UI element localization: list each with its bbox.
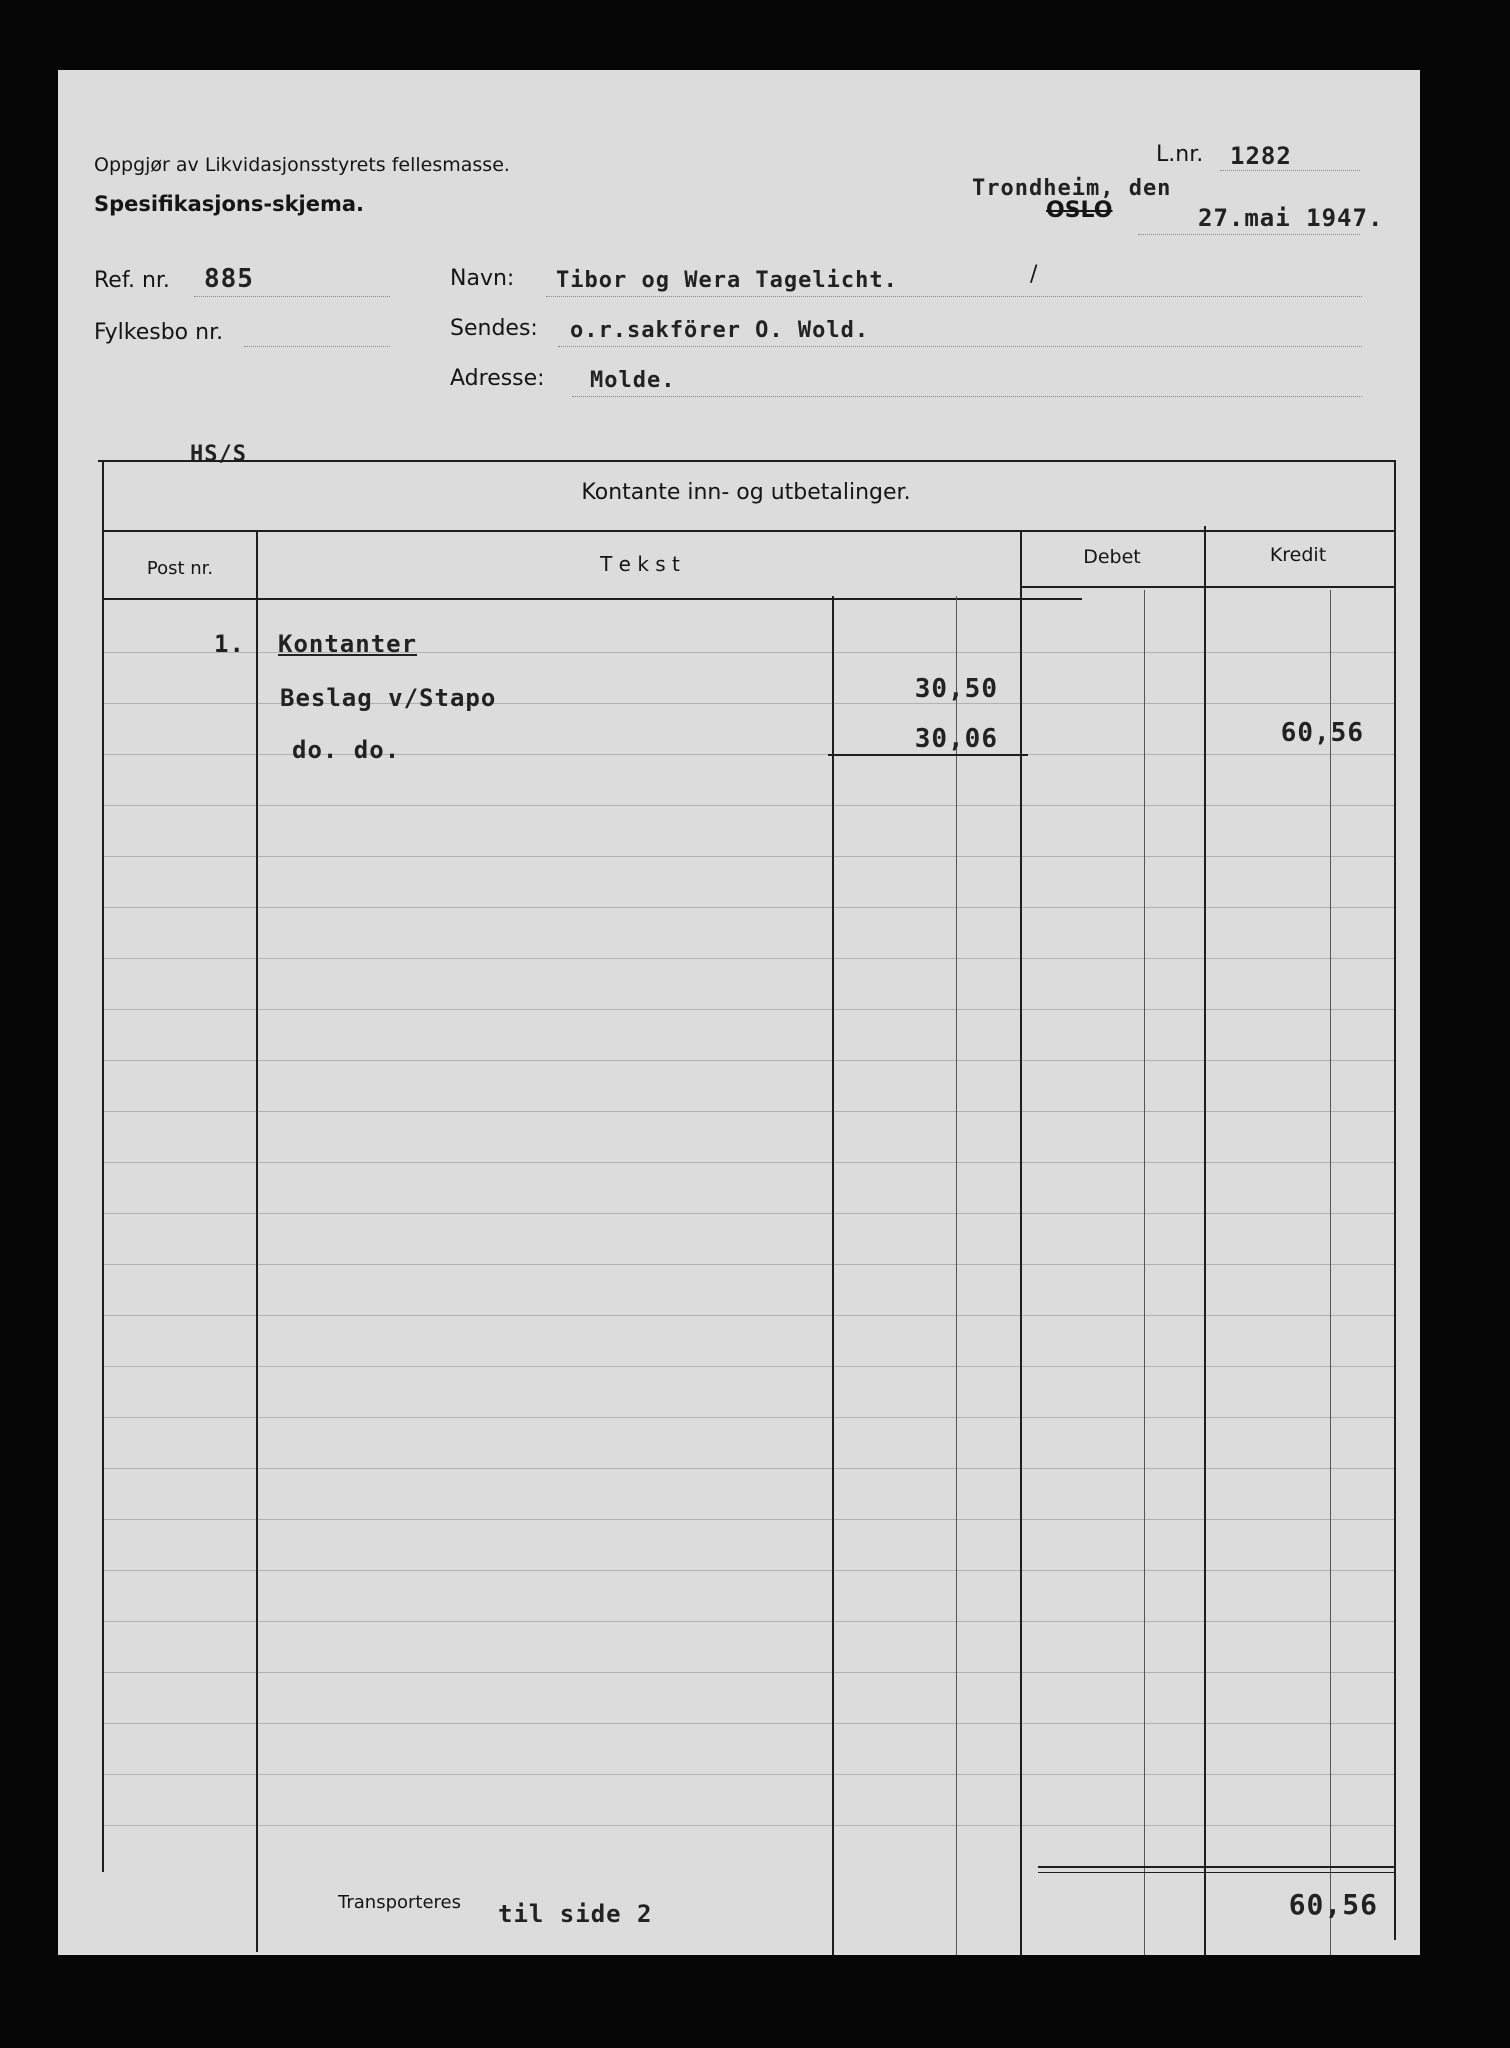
- table-right-border: [1394, 460, 1396, 1940]
- ruled-line: [104, 1468, 1394, 1469]
- place-typed: Trondheim, den: [972, 176, 1172, 201]
- ruled-line: [104, 1417, 1394, 1418]
- post-tekst-divider: [256, 532, 258, 1952]
- ref-label: Ref. nr.: [94, 268, 170, 293]
- amount-left-divider: [832, 596, 834, 1955]
- ruled-line: [104, 1723, 1394, 1724]
- sendes-label: Sendes:: [450, 316, 538, 341]
- kredit-total: 60,56: [1288, 1888, 1378, 1921]
- ruled-line: [104, 1366, 1394, 1367]
- ruled-line: [104, 1111, 1394, 1112]
- lnr-value: 1282: [1230, 142, 1292, 170]
- ruled-line: [104, 805, 1394, 806]
- navn-value: Tibor og Wera Tagelicht.: [556, 268, 898, 293]
- table-caption: Kontante inn- og utbetalinger.: [581, 480, 911, 505]
- ruled-line: [104, 1264, 1394, 1265]
- entry-amount-3: 30,06: [914, 724, 998, 754]
- sendes-line: [558, 346, 1362, 347]
- entry-text-2: Beslag v/Stapo: [280, 684, 497, 712]
- ruled-line: [104, 1009, 1394, 1010]
- date-value: 27.mai 1947.: [1198, 204, 1384, 232]
- fylkesbo-label: Fylkesbo nr.: [94, 320, 224, 345]
- kredit-cents-divider: [1330, 590, 1331, 1955]
- table-left-border: [102, 462, 104, 1872]
- entry-text-3: do. do.: [292, 736, 401, 764]
- ruled-line: [104, 1315, 1394, 1316]
- entry-post-1: 1.: [214, 630, 245, 658]
- header-bottom-border-left: [104, 598, 1082, 600]
- adresse-value: Molde.: [590, 368, 676, 393]
- entry-kredit-3: 60,56: [1280, 718, 1364, 748]
- entry-amount-2: 30,50: [914, 674, 998, 704]
- ruled-line: [104, 1774, 1394, 1775]
- org-line: Oppgjør av Likvidasjonsstyrets fellesmasse.: [94, 154, 510, 176]
- adresse-line: [572, 396, 1362, 397]
- ruled-line: [104, 856, 1394, 857]
- navn-mark: /: [1030, 262, 1038, 287]
- ruled-line: [104, 1570, 1394, 1571]
- header-bottom-border-right: [1020, 586, 1394, 588]
- col-header-kredit: Kredit: [1269, 544, 1327, 566]
- ruled-line: [104, 1672, 1394, 1673]
- ref-line: [194, 296, 390, 297]
- col-header-post: Post nr.: [146, 558, 214, 579]
- footer-total-rule: [1038, 1866, 1396, 1868]
- ruled-line: [104, 1621, 1394, 1622]
- ruled-line: [104, 907, 1394, 908]
- transport-value: til side 2: [498, 1900, 653, 1928]
- ruled-line: [104, 1162, 1394, 1163]
- ruled-line: [104, 1213, 1394, 1214]
- navn-label: Navn:: [450, 266, 515, 291]
- debet-kredit-divider: [1204, 526, 1206, 1955]
- date-line: [1138, 234, 1360, 235]
- adresse-label: Adresse:: [450, 366, 545, 391]
- col-header-tekst: T e k s t: [600, 552, 680, 576]
- form-title: Spesifikasjons-skjema.: [94, 192, 365, 216]
- transport-label: Transporteres: [338, 1892, 461, 1913]
- ruled-line: [104, 1060, 1394, 1061]
- sendes-value: o.r.sakförer O. Wold.: [570, 318, 870, 343]
- amount-cents-divider: [956, 596, 957, 1955]
- caption-bottom-border: [102, 530, 1394, 532]
- fylkesbo-line: [244, 346, 390, 347]
- tekst-debet-divider: [1020, 532, 1022, 1955]
- lnr-label: L.nr.: [1156, 142, 1204, 167]
- entry-text-1: Kontanter: [278, 630, 418, 658]
- ruled-line: [104, 1519, 1394, 1520]
- initials: HS/S: [190, 442, 247, 467]
- specification-form: [58, 70, 1420, 1955]
- navn-line: [546, 296, 1362, 297]
- ruled-line: [104, 1825, 1394, 1826]
- table-top-border: [98, 460, 1394, 462]
- col-header-debet: Debet: [1083, 546, 1141, 568]
- footer-total-rule-second: [1038, 1872, 1396, 1873]
- ref-value: 885: [204, 264, 254, 294]
- lnr-line: [1220, 170, 1360, 171]
- subtotal-rule: [828, 754, 1028, 756]
- place-printed: OSLO: [1046, 198, 1113, 223]
- ruled-line: [104, 958, 1394, 959]
- debet-cents-divider: [1144, 590, 1145, 1955]
